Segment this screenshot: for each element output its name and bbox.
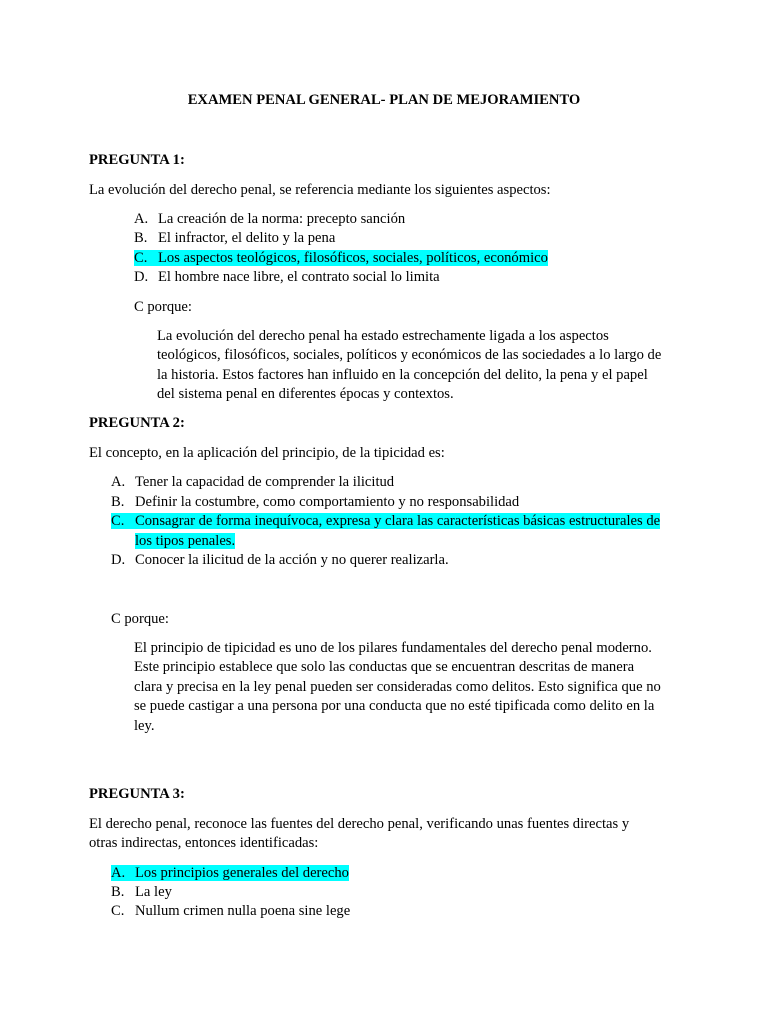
option-text: La creación de la norma: precepto sanción [158,211,406,227]
q2-option-b [111,493,519,512]
option-text: El hombre nace libre, el contrato social lo limita [158,269,440,285]
q1-option-c-highlighted [134,249,548,268]
explanation-line: El principio de tipicidad es uno de los pilares fundamentales del derecho penal moderno. [134,640,652,656]
explanation-line: se puede castigar a una persona por una conducta que no esté tipificada como delito en la [134,698,655,715]
option-marker: B. [134,230,148,246]
option-text: Los principios generales del derecho [135,865,349,881]
option-marker: C. [111,903,125,919]
option-text: Tener la capacidad de comprender la ilicitud [135,474,395,490]
explanation-line: teológicos, filosóficos, sociales, políticos y económicos de las sociedades a lo largo de [157,347,662,364]
option-marker: A. [111,474,126,490]
option-marker: D. [111,552,126,568]
q2-option-c-continuation [135,532,235,551]
explanation-line: ley. [134,717,155,734]
q2-option-a [111,473,394,492]
question-2-prompt: El concepto, en la aplicación del principio, de la tipicidad es: [89,445,445,461]
q1-option-a [134,210,405,229]
q3-option-a-highlighted [111,864,349,883]
question-3-heading: PREGUNTA 3: [89,786,185,802]
option-text: Nullum crimen nulla poena sine lege [135,903,351,919]
explanation-line: La evolución del derecho penal ha estado estrechamente ligada a los aspectos [157,328,609,344]
option-text: Definir la costumbre, como comportamiento y no responsabilidad [135,494,520,510]
prompt-line: El derecho penal, reconoce las fuentes del derecho penal, verificando unas fuentes directas y [89,816,630,832]
explanation-line: Este principio establece que solo las conductas que se encuentran descritas de manera [134,659,635,676]
q3-option-b [111,883,172,902]
q2-because-label: C porque: [111,611,169,627]
option-text: los tipos penales. [135,533,236,549]
option-marker: B. [111,494,125,510]
option-marker: A. [134,211,149,227]
option-text: La ley [135,884,172,900]
q1-option-d [134,268,440,287]
explanation-line: la historia. Estos factores han influido en la concepción del delito, la pena y el papel [157,366,648,383]
question-1-heading: PREGUNTA 1: [89,152,185,168]
question-2-heading: PREGUNTA 2: [89,415,185,431]
option-marker: A. [111,865,126,881]
q1-because-label: C porque: [134,299,192,315]
question-3-prompt [89,815,629,854]
q3-option-c [111,902,350,921]
explanation-line: clara y precisa en la ley penal pueden ser consideradas como delitos. Esto significa que no [134,678,661,695]
explanation-line: del sistema penal en diferentes épocas y contextos. [157,386,454,403]
document-title: EXAMEN PENAL GENERAL- PLAN DE MEJORAMIENTO [187,92,581,108]
prompt-line: otras indirectas, entonces identificadas: [89,835,319,852]
option-marker: B. [111,884,125,900]
q1-option-b [134,229,335,248]
option-marker: D. [134,269,149,285]
option-text: Conocer la ilicitud de la acción y no querer realizarla. [135,552,449,568]
option-marker: C. [134,250,148,266]
question-1-prompt: La evolución del derecho penal, se referencia mediante los siguientes aspectos: [89,182,551,198]
q1-explanation [157,327,661,405]
q2-explanation [134,639,661,736]
option-text: Los aspectos teológicos, filosóficos, sociales, políticos, económico [158,250,548,266]
option-text: El infractor, el delito y la pena [158,230,336,246]
option-marker: C. [111,513,125,529]
q2-option-d [111,551,449,570]
q2-option-c-highlighted [111,512,660,531]
option-text: Consagrar de forma inequívoca, expresa y clara las características básicas estructurales de [135,513,661,529]
